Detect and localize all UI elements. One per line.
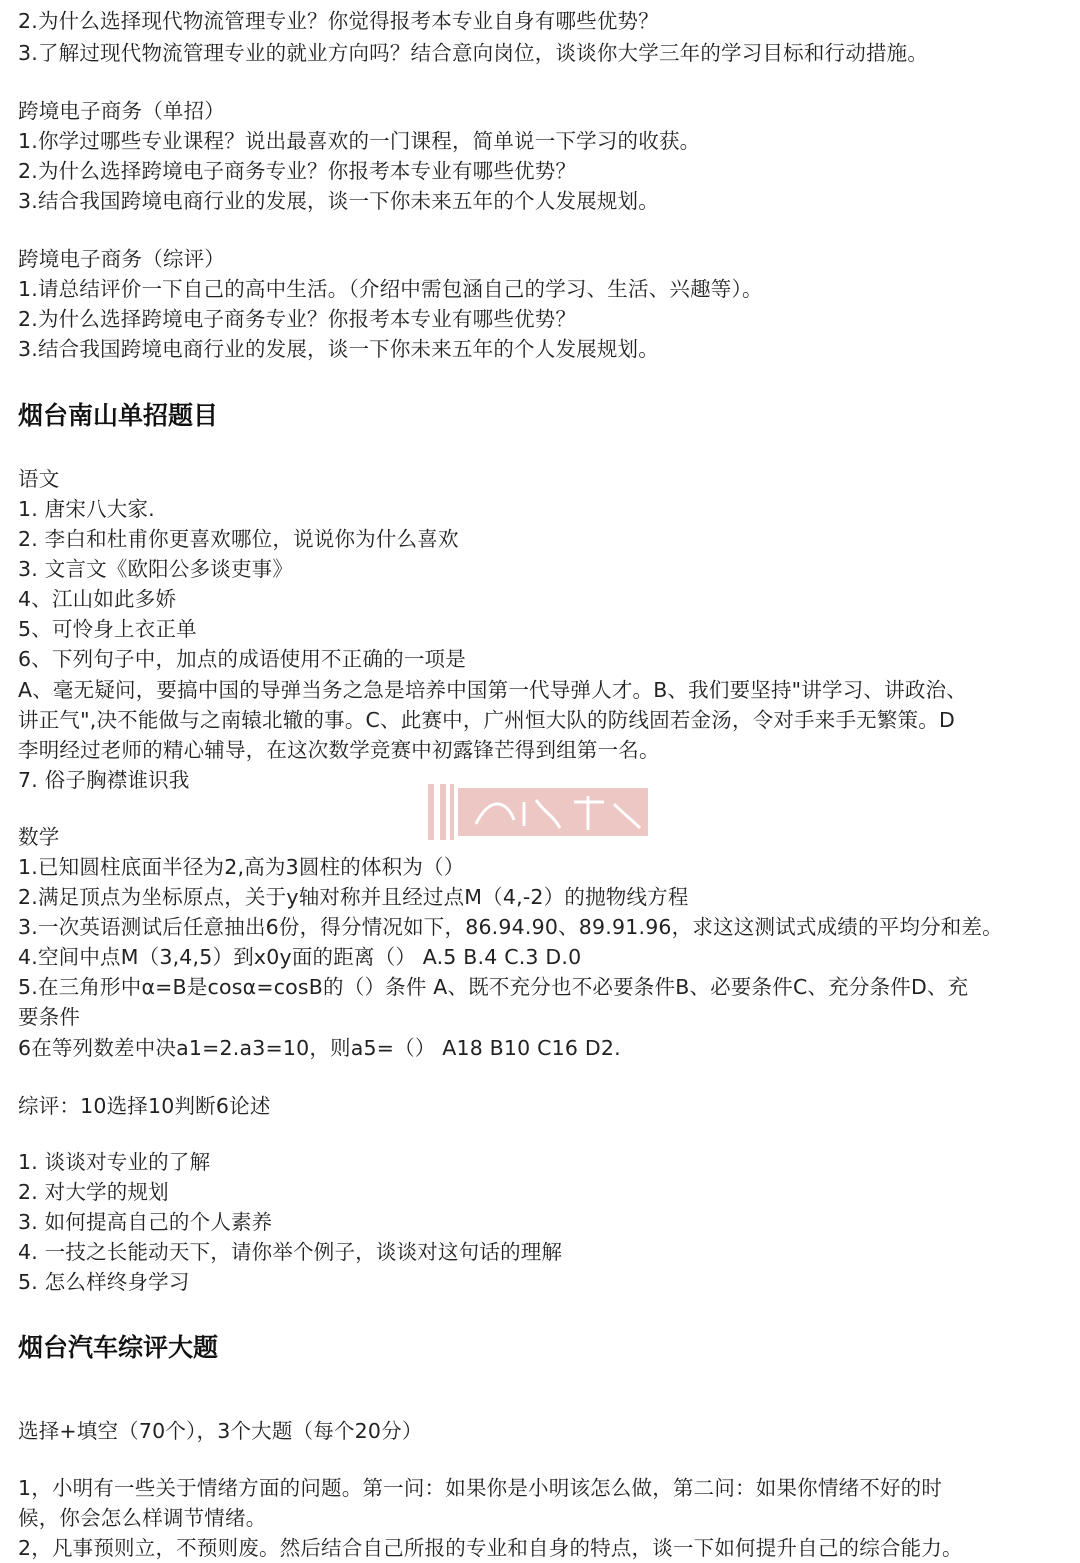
section-heading: 烟台南山单招题目	[18, 401, 219, 430]
section-title: 跨境电子商务（单招）	[18, 99, 225, 123]
text-line: 4. 一技之长能动天下，请你举个例子，谈谈对这句话的理解	[18, 1240, 563, 1264]
text-line: 2. 对大学的规划	[18, 1180, 169, 1204]
text-line: 李明经过老师的精心辅导，在这次数学竞赛中初露锋芒得到组第一名。	[18, 738, 660, 762]
text-line: 4、江山如此多娇	[18, 587, 177, 611]
text-line: 7. 俗子胸襟谁识我	[18, 768, 190, 792]
text-line: 讲正气",决不能做与之南辕北辙的事。C、此赛中，广州恒大队的防线固若金汤，令对手来手无繁策。D	[18, 708, 955, 732]
section-heading: 烟台汽车综评大题	[18, 1333, 219, 1362]
text-line: 3.一次英语测试后任意抽出6份，得分情况如下，86.94.90、89.91.96，求这这测试式成绩的平均分和差。	[18, 915, 1003, 939]
text-line: 1.请总结评价一下自己的高中生活。（介绍中需包涵自己的学习、生活、兴趣等）。	[18, 277, 763, 301]
text-line: 5、可怜身上衣正单	[18, 617, 197, 641]
text-line: 候，你会怎么样调节情绪。	[18, 1506, 267, 1530]
text-line: 1. 谈谈对专业的了解	[18, 1150, 211, 1174]
text-line: 3. 如何提高自己的个人素养	[18, 1210, 273, 1234]
section-title: 跨境电子商务（综评）	[18, 247, 225, 271]
subsection-title: 综评：10选择10判断6论述	[18, 1094, 271, 1118]
text-line: 3.结合我国跨境电商行业的发展，谈一下你未来五年的个人发展规划。	[18, 189, 659, 213]
summary-text: 选择+填空（70个），3个大题（每个20分）	[18, 1419, 423, 1443]
text-line: 1.你学过哪些专业课程？说出最喜欢的一门课程，简单说一下学习的收获。	[18, 129, 701, 153]
text-line: A、毫无疑问，要搞中国的导弹当务之急是培养中国第一代导弹人才。B、我们要坚持"讲学习、讲政治、	[18, 678, 967, 702]
text-line: 3.结合我国跨境电商行业的发展，谈一下你未来五年的个人发展规划。	[18, 337, 659, 361]
text-line: 2，凡事预则立，不预则废。然后结合自己所报的专业和自身的特点，谈一下如何提升自己的综合能力。	[18, 1536, 963, 1560]
text-line: 5. 怎么样终身学习	[18, 1270, 190, 1294]
text-line: 4.空间中点M（3,4,5）到x0y面的距离（） A.5 B.4 C.3 D.0	[18, 945, 582, 969]
text-line: 5.在三角形中α=B是cosα=cosB的（）条件 A、既不充分也不必要条件B、必要条件C、充分条件D、充	[18, 975, 969, 999]
subsection-title: 数学	[18, 825, 60, 849]
text-line: 要条件	[18, 1005, 81, 1029]
subsection-title: 语文	[18, 467, 60, 491]
text-line: 2.为什么选择现代物流管理专业？你觉得报考本专业自身有哪些优势？	[18, 9, 659, 33]
text-line: 2.满足顶点为坐标原点，关于y轴对称并且经过点M（4,-2）的抛物线方程	[18, 885, 689, 909]
text-line: 6、下列句子中，加点的成语使用不正确的一项是	[18, 647, 466, 671]
text-line: 1，小明有一些关于情绪方面的问题。第一问：如果你是小明该怎么做，第二问：如果你情绪不好的时	[18, 1476, 943, 1500]
text-line: 2. 李白和杜甫你更喜欢哪位，说说你为什么喜欢	[18, 527, 459, 551]
text-line: 2.为什么选择跨境电子商务专业？你报考本专业有哪些优势？	[18, 159, 577, 183]
text-line: 3. 文言文《欧阳公多谈吏事》	[18, 557, 294, 581]
text-line: 2.为什么选择跨境电子商务专业？你报考本专业有哪些优势？	[18, 307, 577, 331]
text-line: 1.已知圆柱底面半径为2,高为3圆柱的体积为（）	[18, 855, 465, 879]
text-line: 1. 唐宋八大家.	[18, 497, 155, 521]
text-line: 6在等列数差中决a1=2.a3=10，则a5=（） A18 B10 C16 D2.	[18, 1036, 621, 1060]
text-line: 3.了解过现代物流管理专业的就业方向吗？结合意向岗位，谈谈你大学三年的学习目标和行动措施。	[18, 41, 929, 65]
